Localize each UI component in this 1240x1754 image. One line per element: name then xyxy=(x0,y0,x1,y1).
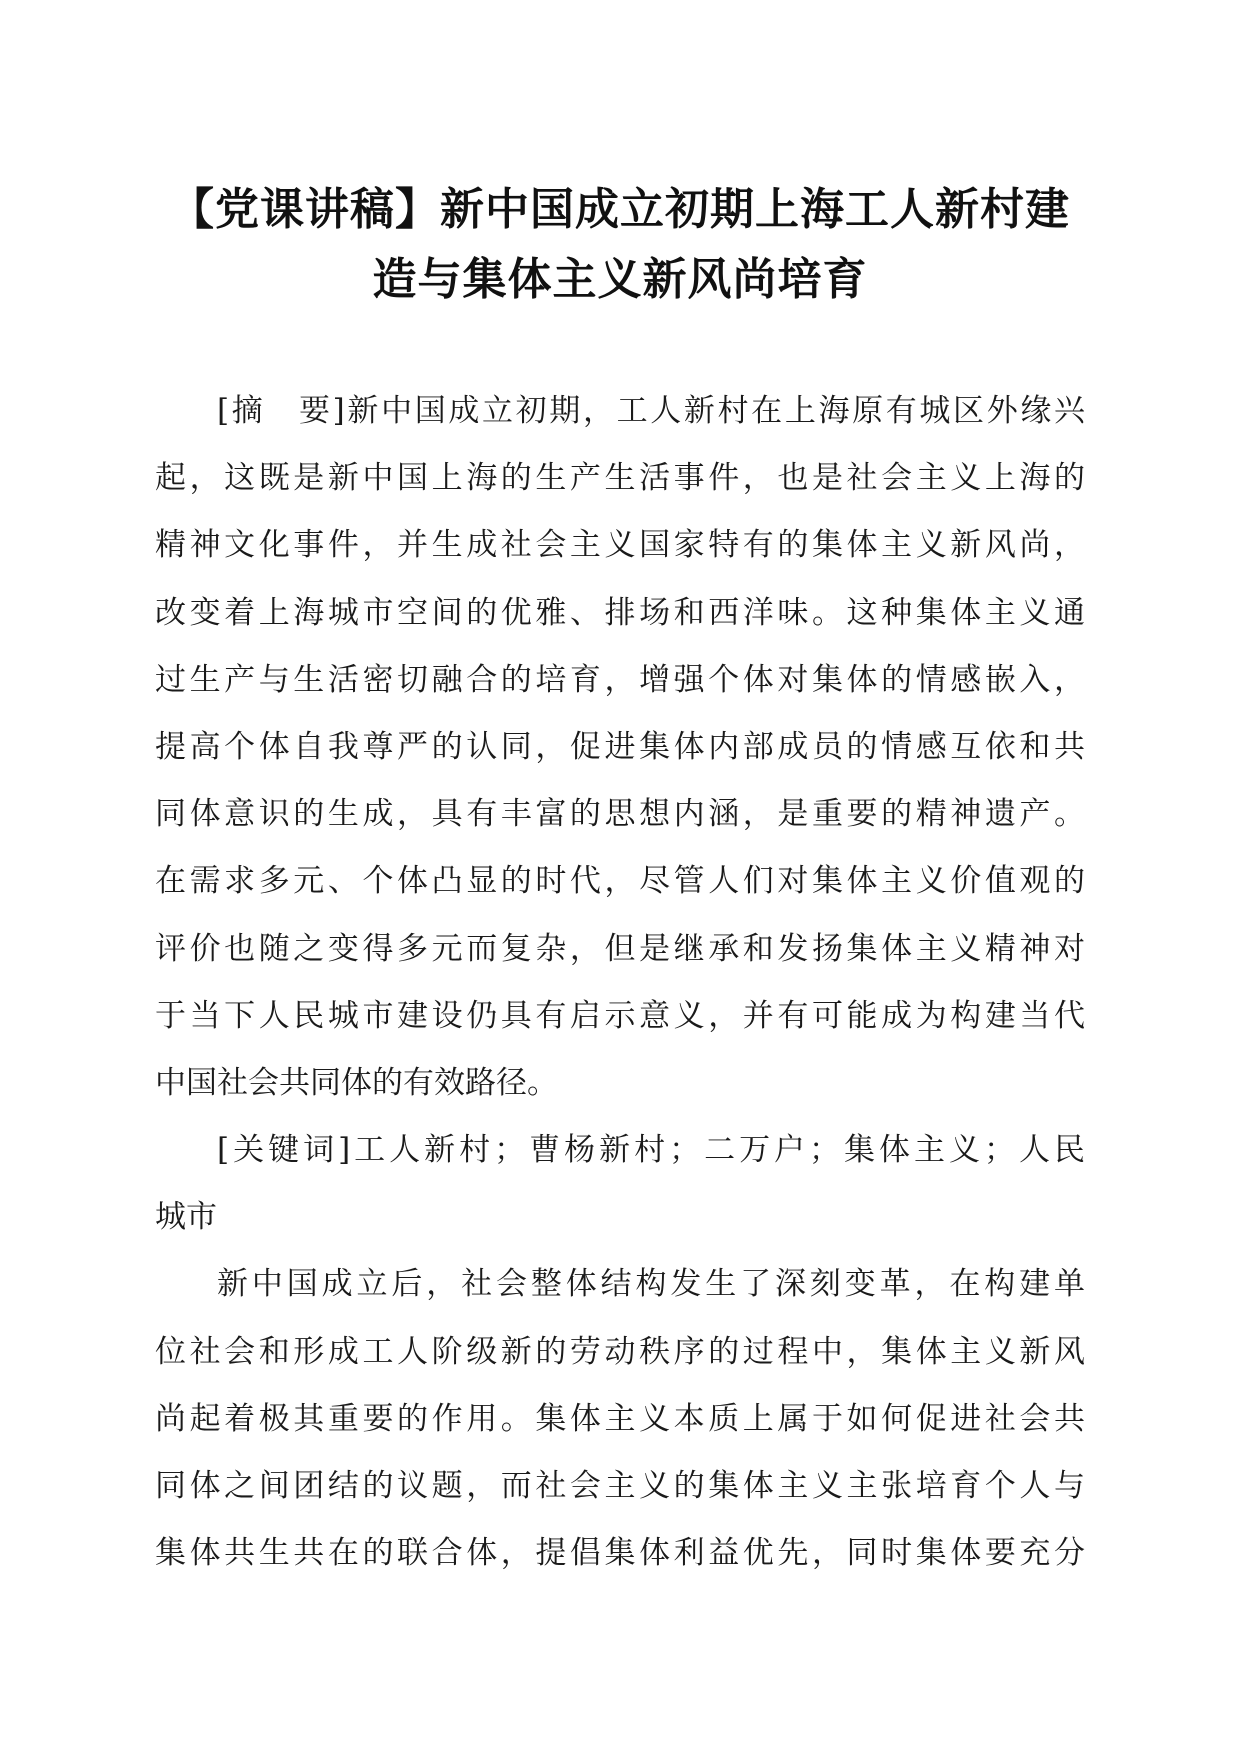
keywords-line: 城市 xyxy=(155,1199,217,1236)
abstract-line: 中国社会共同体的有效路径。 xyxy=(155,1064,558,1101)
body-line: 新中国成立后，社会整体结构发生了深刻变革，在构建单 xyxy=(217,1266,1085,1303)
abstract-line: 改变着上海城市空间的优雅、排场和西洋味。这种集体主义通 xyxy=(155,594,1085,631)
abstract-line: 精神文化事件，并生成社会主义国家特有的集体主义新风尚， xyxy=(155,527,1085,564)
abstract-line: 在需求多元、个体凸显的时代，尽管人们对集体主义价值观的 xyxy=(155,863,1085,900)
title-line: 【党课讲稿】新中国成立初期上海工人新村建 xyxy=(170,184,1070,235)
abstract-line: 过生产与生活密切融合的培育，增强个体对集体的情感嵌入， xyxy=(155,661,1085,698)
body-paragraph xyxy=(155,1251,1085,1587)
document-title xyxy=(140,175,1100,315)
document-body xyxy=(155,378,1085,1587)
keywords-line: [关键词]工人新村；曹杨新村；二万户；集体主义；人民 xyxy=(217,1132,1085,1169)
abstract-paragraph xyxy=(155,378,1085,1117)
abstract-line: 提高个体自我尊严的认同，促进集体内部成员的情感互依和共 xyxy=(155,728,1085,765)
abstract-line: 同体意识的生成，具有丰富的思想内涵，是重要的精神遗产。 xyxy=(155,796,1085,833)
body-line: 同体之间团结的议题，而社会主义的集体主义主张培育个人与 xyxy=(155,1468,1085,1504)
title-line: 造与集体主义新风尚培育 xyxy=(372,254,868,305)
body-line: 尚起着极其重要的作用。集体主义本质上属于如何促进社会共 xyxy=(155,1400,1085,1437)
body-line: 位社会和形成工人阶级新的劳动秩序的过程中，集体主义新风 xyxy=(155,1333,1085,1370)
abstract-line: 于当下人民城市建设仍具有启示意义，并有可能成为构建当代 xyxy=(155,997,1085,1034)
body-line: 集体共生共在的联合体，提倡集体利益优先，同时集体要充分 xyxy=(155,1535,1085,1572)
keywords-paragraph xyxy=(155,1117,1085,1251)
abstract-line: 评价也随之变得多元而复杂，但是继承和发扬集体主义精神对 xyxy=(155,930,1085,967)
abstract-line: 起，这既是新中国上海的生产生活事件，也是社会主义上海的 xyxy=(155,460,1085,497)
abstract-line: [摘 要]新中国成立初期，工人新村在上海原有城区外缘兴 xyxy=(217,393,1085,429)
